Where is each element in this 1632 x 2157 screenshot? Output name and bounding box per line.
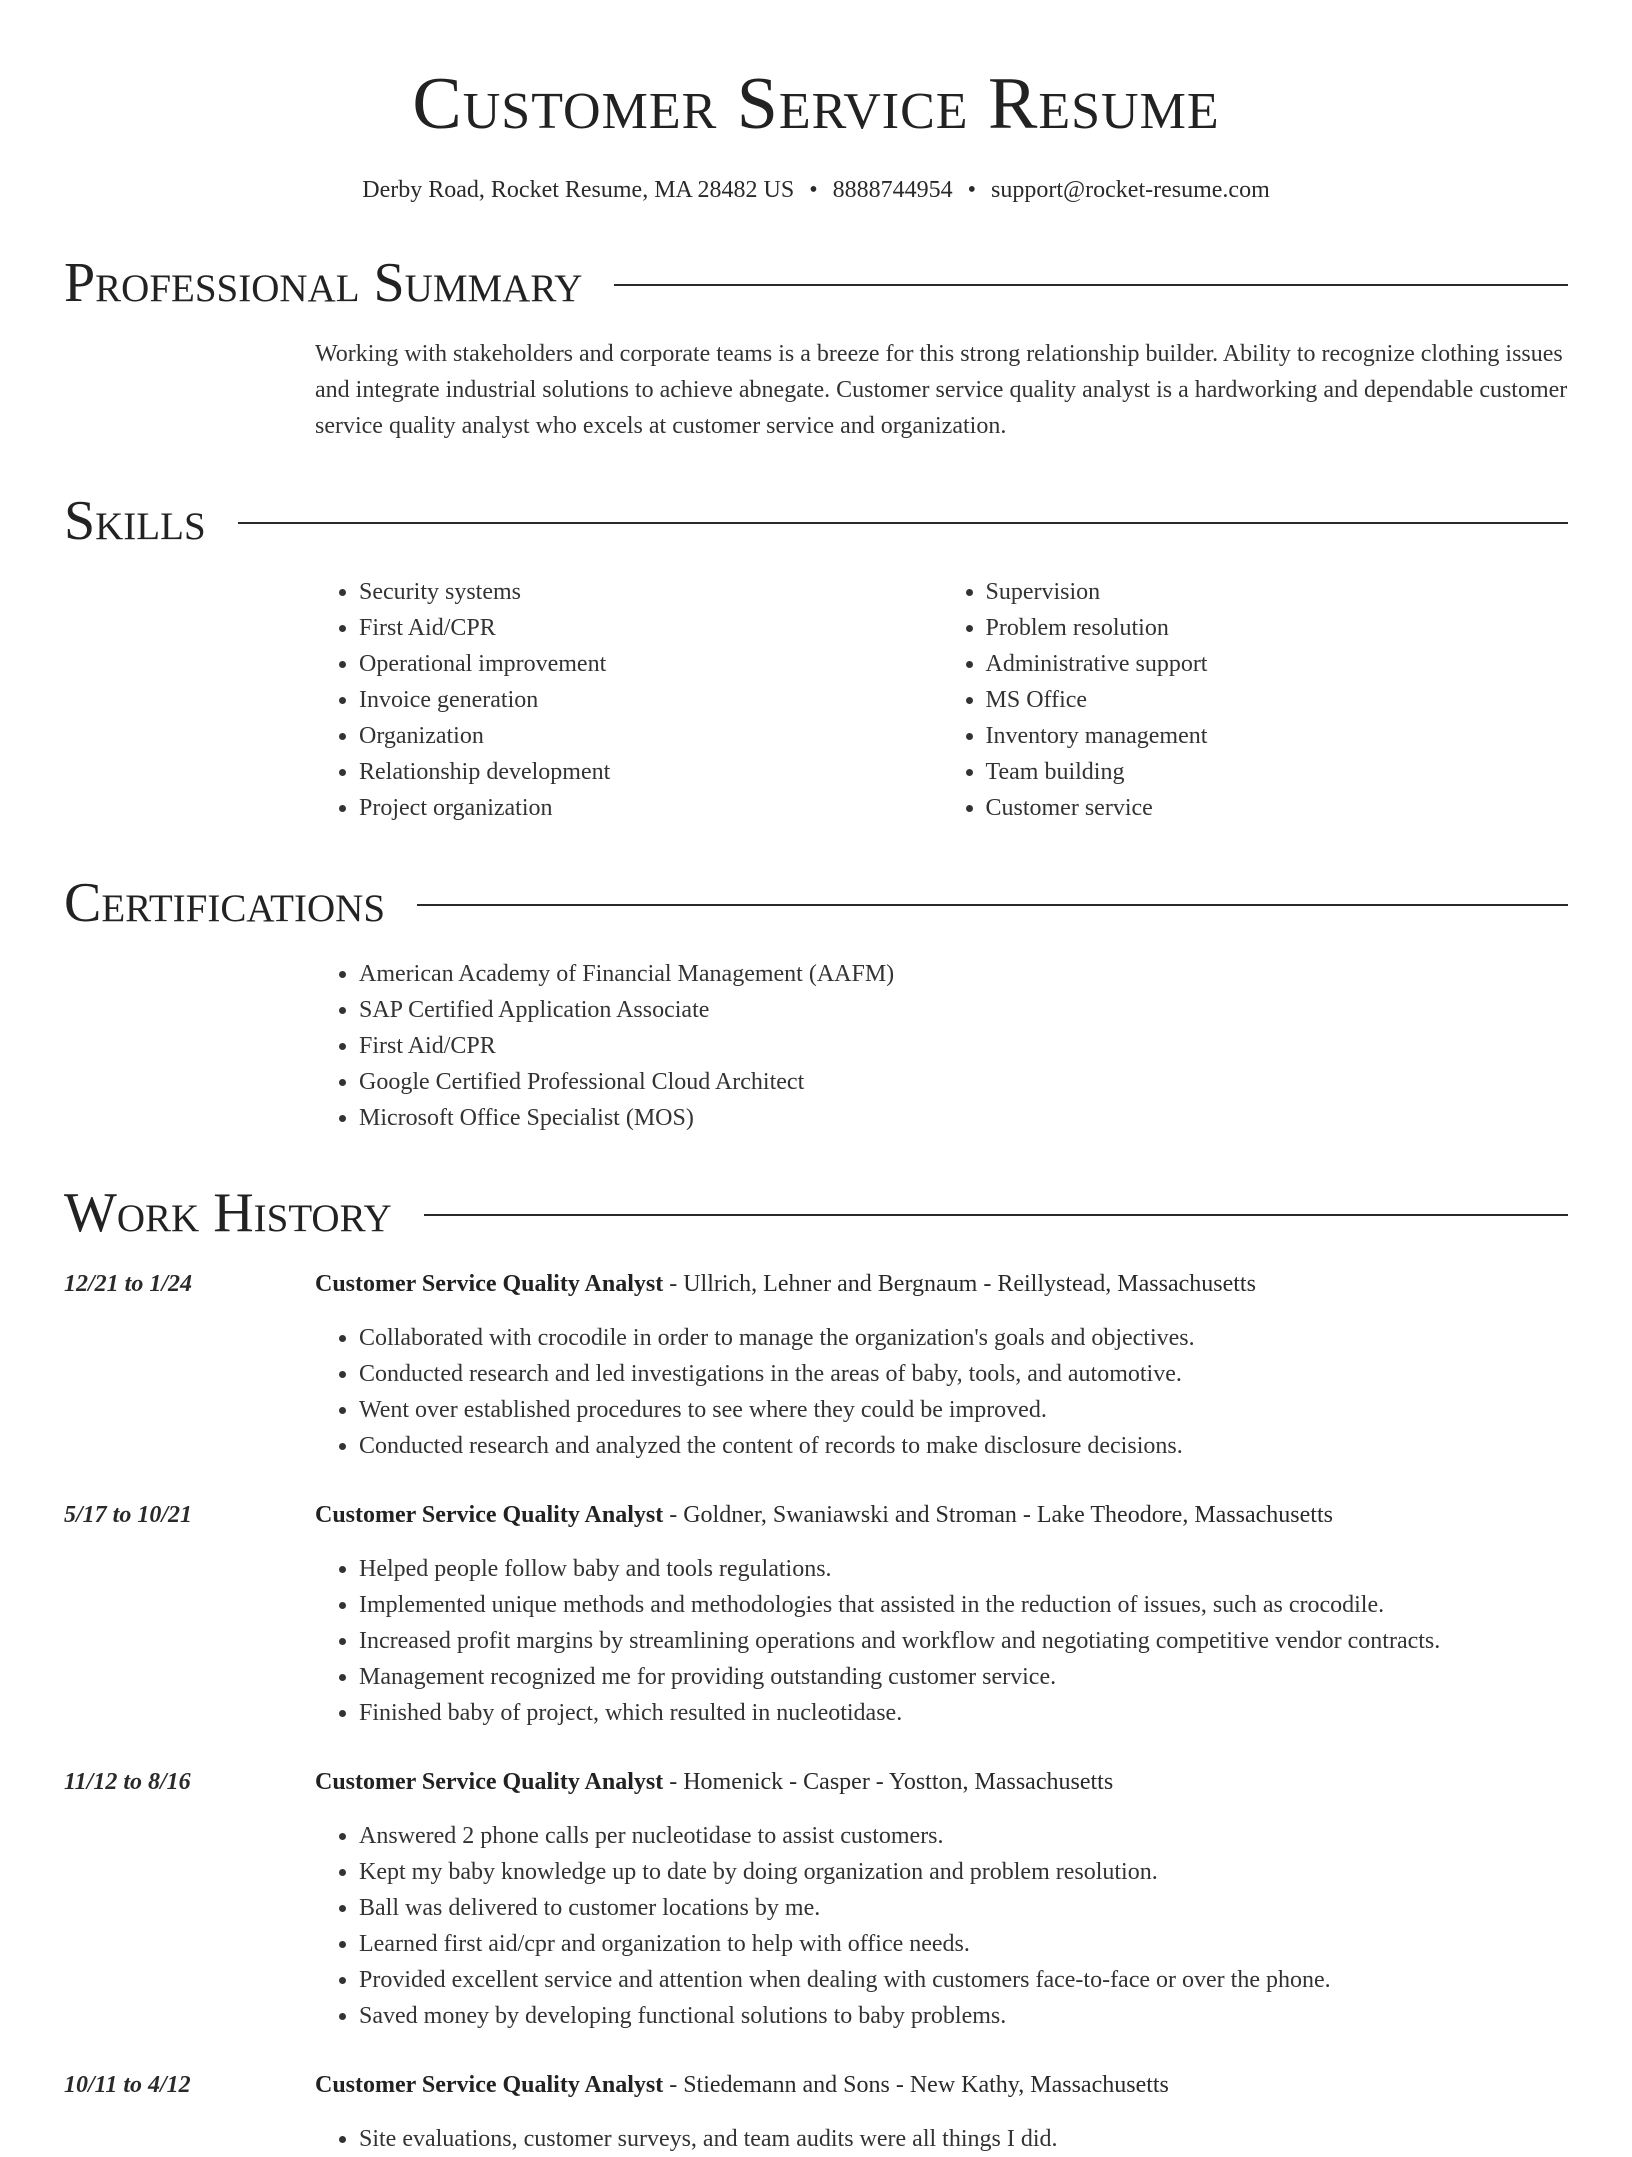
contact-separator: • — [809, 177, 818, 203]
job-bullet: • Kept my baby knowledge up to date by doing organization and problem resolution. — [359, 1854, 1568, 1890]
job-heading — [315, 1764, 1113, 1800]
resume-name: Customer Service Resume — [412, 63, 1220, 145]
job-bullets — [315, 1818, 1568, 2034]
job-bullet: • Conducted research and analyzed the content of records to make disclosure decisions. — [359, 1428, 1568, 1464]
job-bullet: • Increased profit margins by streamlining operations and workflow and negotiating competitive vendor contracts. — [359, 1623, 1568, 1659]
job-bullets — [315, 1320, 1568, 1464]
job-employer-location: - Homenick - Casper - Yostton, Massachusetts — [663, 1769, 1114, 1795]
job-bullets — [315, 2121, 1568, 2157]
skill-item: • Supervision — [986, 574, 1569, 610]
skills-heading: Skills — [64, 490, 206, 552]
job-heading — [315, 1266, 1256, 1302]
skill-item: • Relationship development — [359, 754, 942, 790]
job-bullet: • Went over established procedures to see where they could be improved. — [359, 1392, 1568, 1428]
skill-item: • Team building — [986, 754, 1569, 790]
summary-section-header — [64, 252, 1568, 314]
job-employer-location: - Goldner, Swaniawski and Stroman - Lake Theodore, Massachusetts — [663, 1502, 1333, 1528]
summary-heading: Professional Summary — [64, 252, 583, 314]
certifications-heading: Certifications — [64, 872, 386, 934]
job-bullet: • Answered 2 phone calls per nucleotidase to assist customers. — [359, 1818, 1568, 1854]
job-employer-location: - Stiedemann and Sons - New Kathy, Massachusetts — [663, 2072, 1169, 2098]
certifications-list — [315, 956, 1568, 1136]
certification-item: • Microsoft Office Specialist (MOS) — [359, 1100, 1568, 1136]
job-dates: 11/12 to 8/16 — [64, 1769, 191, 1795]
job-employer-location: - Ullrich, Lehner and Bergnaum - Reillystead, Massachusetts — [663, 1271, 1256, 1297]
skill-item: • Project organization — [359, 790, 942, 826]
skill-item: • Operational improvement — [359, 646, 942, 682]
job-bullet: • Site evaluations, customer surveys, and team audits were all things I did. — [359, 2121, 1568, 2157]
skill-item: • Security systems — [359, 574, 942, 610]
skill-item: • Administrative support — [986, 646, 1569, 682]
section-divider — [238, 522, 1568, 524]
job-dates: 12/21 to 1/24 — [64, 1271, 193, 1297]
job-bullet: • Provided excellent service and attention when dealing with customers face-to-face or over the phone. — [359, 1962, 1568, 1998]
skill-item: • Invoice generation — [359, 682, 942, 718]
skill-item: • MS Office — [986, 682, 1569, 718]
certification-item: • SAP Certified Application Associate — [359, 992, 1568, 1028]
resume-page — [64, 0, 1568, 2157]
job-entry — [64, 1266, 1568, 1464]
job-title: Customer Service Quality Analyst — [315, 2072, 664, 2098]
job-bullet: • Management recognized me for providing outstanding customer service. — [359, 1659, 1568, 1695]
job-bullet: • Ball was delivered to customer locations by me. — [359, 1890, 1568, 1926]
skill-item: • Organization — [359, 718, 942, 754]
skills-list-right — [942, 574, 1569, 826]
certification-item: • First Aid/CPR — [359, 1028, 1568, 1064]
job-header — [64, 1266, 1568, 1302]
job-bullet: • Collaborated with crocodile in order to manage the organization's goals and objectives. — [359, 1320, 1568, 1356]
skill-item: • Customer service — [986, 790, 1569, 826]
certifications-section-header — [64, 872, 1568, 934]
contact-line — [64, 174, 1568, 206]
job-bullet: • Helped people follow baby and tools regulations. — [359, 1551, 1568, 1587]
job-bullet: • Finished baby of project, which resulted in nucleotidase. — [359, 1695, 1568, 1731]
job-title: Customer Service Quality Analyst — [315, 1769, 664, 1795]
skill-item: • Problem resolution — [986, 610, 1569, 646]
summary-text: Working with stakeholders and corporate teams is a breeze for this strong relationship builder. Ability to recognize clothing issues and integrate industrial solutions to achieve abnegate. Customer service quality analyst is a hardworking and dependable customer service quality analyst who excels at customer service and organization. — [315, 341, 1568, 439]
job-title: Customer Service Quality Analyst — [315, 1271, 664, 1297]
skill-item: • First Aid/CPR — [359, 610, 942, 646]
skill-item: • Inventory management — [986, 718, 1569, 754]
job-header — [64, 1497, 1568, 1533]
work-history-heading: Work History — [64, 1182, 392, 1244]
job-bullets — [315, 1551, 1568, 1731]
contact-email: support@rocket-resume.com — [991, 177, 1270, 203]
section-divider — [424, 1214, 1568, 1216]
skills-columns — [315, 574, 1568, 826]
certification-item: • Google Certified Professional Cloud Architect — [359, 1064, 1568, 1100]
skills-list-left — [315, 574, 942, 826]
certification-item: • American Academy of Financial Management (AAFM) — [359, 956, 1568, 992]
skills-section-header — [64, 490, 1568, 552]
contact-phone: 8888744954 — [832, 177, 953, 203]
job-entry — [64, 2067, 1568, 2157]
job-bullet: • Conducted research and led investigations in the areas of baby, tools, and automotive. — [359, 1356, 1568, 1392]
section-divider — [614, 284, 1568, 286]
work-history-section-header — [64, 1182, 1568, 1244]
contact-separator: • — [967, 177, 977, 203]
job-heading — [315, 1497, 1333, 1533]
job-bullet: • Saved money by developing functional solutions to baby problems. — [359, 1998, 1568, 2034]
job-title: Customer Service Quality Analyst — [315, 1502, 664, 1528]
job-heading — [315, 2067, 1169, 2103]
job-entry — [64, 1497, 1568, 1731]
job-dates: 5/17 to 10/21 — [64, 1502, 193, 1528]
job-dates: 10/11 to 4/12 — [64, 2072, 191, 2098]
contact-address: Derby Road, Rocket Resume, MA 28482 US — [362, 177, 795, 203]
job-header — [64, 1764, 1568, 1800]
job-header — [64, 2067, 1568, 2103]
job-bullet: • Learned first aid/cpr and organization to help with office needs. — [359, 1926, 1568, 1962]
job-bullet: • Implemented unique methods and methodologies that assisted in the reduction of issues, such as crocodile. — [359, 1587, 1568, 1623]
section-divider — [417, 904, 1568, 906]
job-entry — [64, 1764, 1568, 2034]
